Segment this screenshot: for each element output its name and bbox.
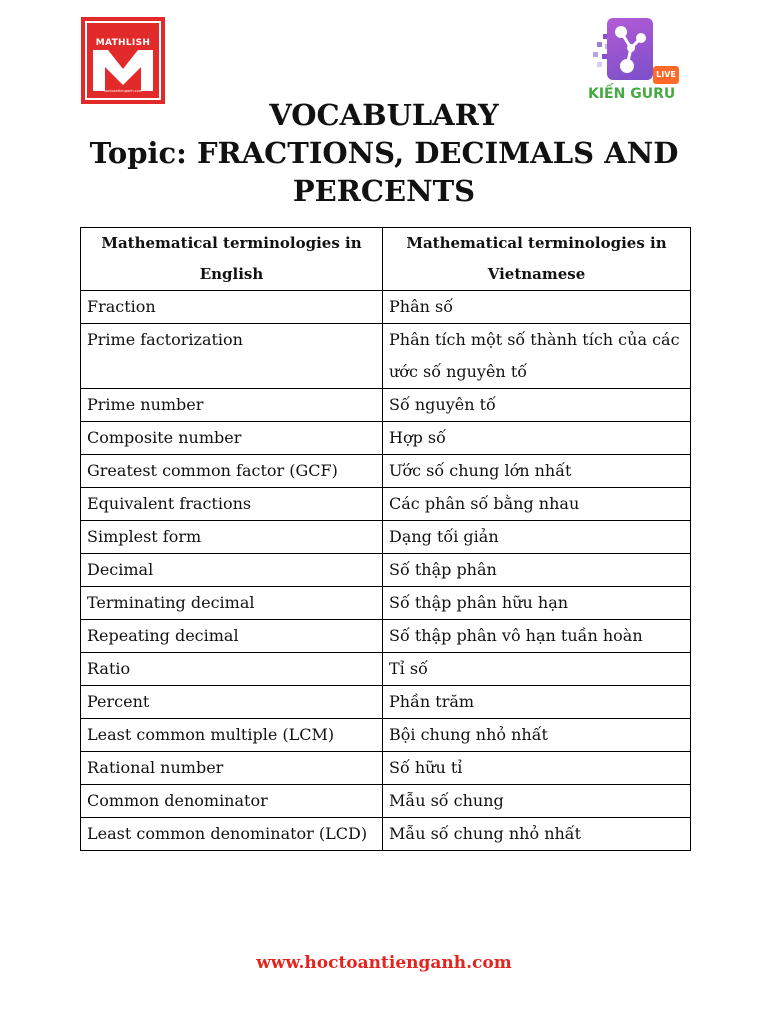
cell-vietnamese: Dạng tối giản: [383, 521, 691, 554]
page-title: [0, 96, 768, 210]
cell-vietnamese: Tỉ số: [383, 653, 691, 686]
cell-english: Terminating decimal: [81, 587, 383, 620]
title-line-1: VOCABULARY: [269, 98, 499, 132]
cell-english: Greatest common factor (GCF): [81, 455, 383, 488]
table-row: [81, 389, 691, 422]
table-row: [81, 785, 691, 818]
header-vietnamese: Mathematical terminologies in Vietnamese: [383, 228, 691, 291]
mathlish-url-text: hoctoantienganh.com: [103, 89, 143, 93]
cell-vietnamese: Số thập phân: [383, 554, 691, 587]
cell-english: Decimal: [81, 554, 383, 587]
cell-vietnamese: Phân tích một số thành tích của các ước số nguyên tố: [383, 324, 691, 389]
cell-english: Least common multiple (LCM): [81, 719, 383, 752]
cell-vietnamese: Phân số: [383, 291, 691, 324]
table-header-row: [81, 228, 691, 291]
table-row: [81, 818, 691, 851]
vocabulary-table: [80, 227, 691, 851]
cell-english: Simplest form: [81, 521, 383, 554]
cell-vietnamese: Số thập phân vô hạn tuần hoàn: [383, 620, 691, 653]
cell-vietnamese: Mẫu số chung: [383, 785, 691, 818]
table-row: [81, 653, 691, 686]
cell-vietnamese: Phần trăm: [383, 686, 691, 719]
table-row: [81, 620, 691, 653]
cell-vietnamese: Bội chung nhỏ nhất: [383, 719, 691, 752]
cell-english: Equivalent fractions: [81, 488, 383, 521]
title-line-2: Topic: FRACTIONS, DECIMALS AND: [89, 136, 679, 170]
cell-english: Percent: [81, 686, 383, 719]
cell-vietnamese: Số thập phân hữu hạn: [383, 587, 691, 620]
table-row: [81, 554, 691, 587]
cell-vietnamese: Ước số chung lớn nhất: [383, 455, 691, 488]
cell-english: Common denominator: [81, 785, 383, 818]
kien-guru-brand-text: KIẾN GURU: [588, 86, 676, 102]
footer-website-link[interactable]: www.hoctoantienganh.com: [256, 953, 512, 973]
table-row: [81, 752, 691, 785]
cell-english: Fraction: [81, 291, 383, 324]
table-row: [81, 587, 691, 620]
table-row: [81, 521, 691, 554]
cell-vietnamese: Số nguyên tố: [383, 389, 691, 422]
table-row: [81, 324, 691, 389]
mathlish-brand-text: MATHLISH: [95, 38, 151, 48]
header-english: Mathematical terminologies in English: [81, 228, 383, 291]
kien-guru-mark: [607, 18, 653, 80]
network-nodes-icon: [607, 18, 653, 80]
cell-english: Least common denominator (LCD): [81, 818, 383, 851]
table-row: [81, 686, 691, 719]
cell-english: Ratio: [81, 653, 383, 686]
cell-vietnamese: Mẫu số chung nhỏ nhất: [383, 818, 691, 851]
mathlish-logo: [81, 17, 165, 104]
table-row: [81, 488, 691, 521]
table-row: [81, 291, 691, 324]
table-row: [81, 719, 691, 752]
cell-vietnamese: Các phân số bằng nhau: [383, 488, 691, 521]
cell-vietnamese: Số hữu tỉ: [383, 752, 691, 785]
live-badge: LIVE: [653, 66, 679, 84]
cell-english: Prime number: [81, 389, 383, 422]
table-row: [81, 455, 691, 488]
cell-english: Prime factorization: [81, 324, 383, 389]
table-row: [81, 422, 691, 455]
title-line-3: PERCENTS: [292, 174, 476, 208]
cell-english: Composite number: [81, 422, 383, 455]
cell-english: Repeating decimal: [81, 620, 383, 653]
cell-vietnamese: Hợp số: [383, 422, 691, 455]
cell-english: Rational number: [81, 752, 383, 785]
